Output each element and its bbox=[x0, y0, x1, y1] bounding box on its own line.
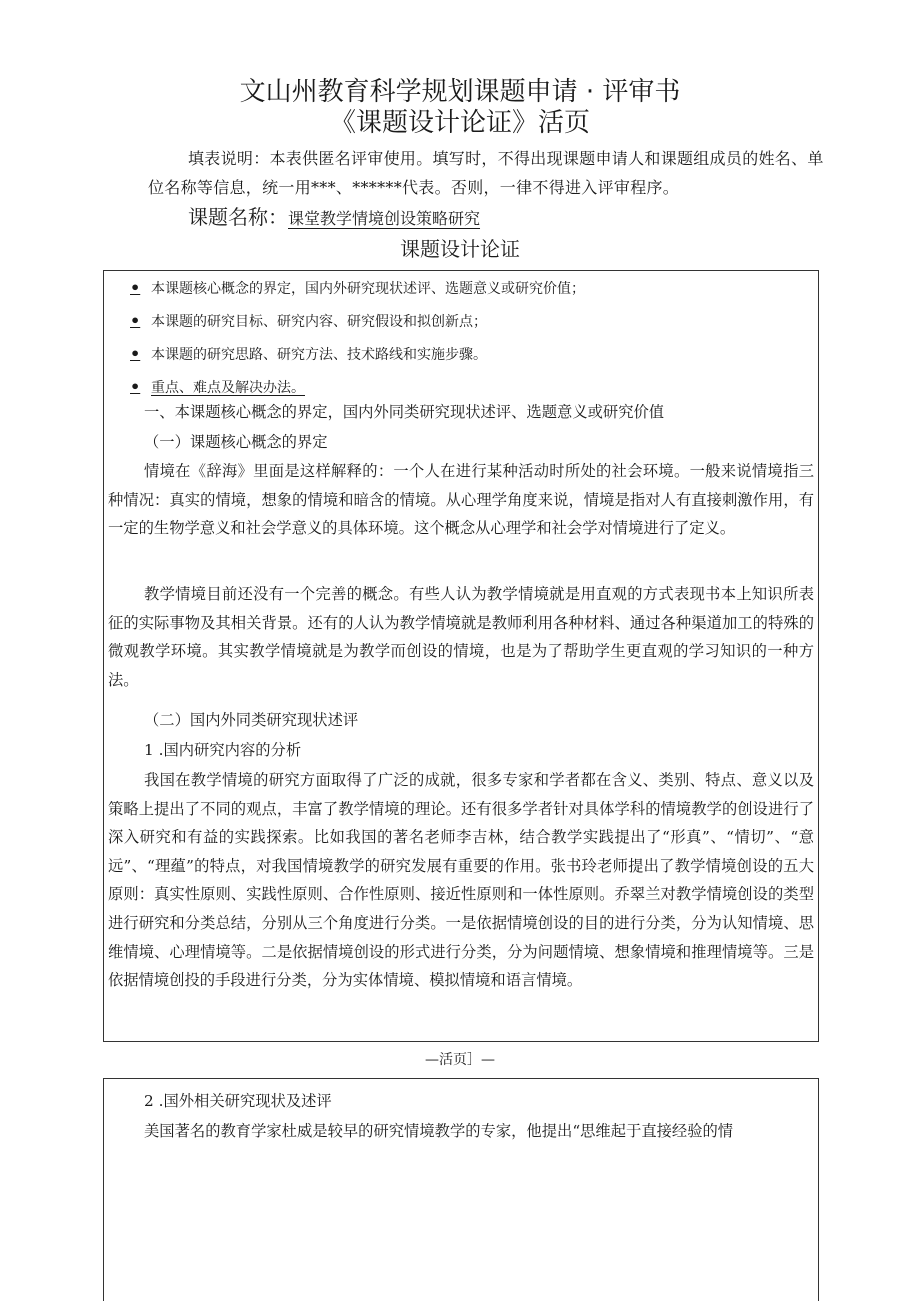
section-heading: 课题设计论证 bbox=[400, 237, 520, 261]
paragraph: 情境在《辞海》里面是这样解释的：一个人在进行某种活动时所处的社会环境。一般来说情境指三种情况：真实的情境，想象的情境和暗含的情境。从心理学角度来说，情境是指对人有直接刺激作用，有一定的生物学意义和社会学意义的具体环境。这个概念从心理学和社会学对情境进行了定义。 bbox=[108, 462, 814, 538]
subheading: （一）课题核心概念的界定 bbox=[144, 433, 328, 451]
list-item: • 本课题的研究思路、研究方法、技术路线和实施步骤。 bbox=[128, 344, 585, 377]
list-item: • 本课题的研究目标、研究内容、研究假设和拟创新点； bbox=[128, 311, 585, 344]
requirements-list bbox=[128, 278, 585, 410]
page-marker: —活页］— bbox=[425, 1052, 495, 1068]
topic-label: 课题名称： bbox=[188, 205, 288, 229]
document-subtitle: 《课题设计论证》活页 bbox=[329, 108, 590, 138]
topic-row bbox=[188, 203, 480, 233]
paragraph: 我国在教学情境的研究方面取得了广泛的成就，很多专家和学者都在含义、类别、特点、意义以及策略上提出了不同的观点，丰富了教学情境的理论。还有很多学者针对具体学科的情境教学的创设进行了深入研究和有益的实践探索。比如我国的著名老师李吉林，结合教学实践提出了“形真”、“情切”、“意远”、“理蕴”的特点，对我国情境教学的研究发展有重要的作用。张书玲老师提出了教学情境创设的五大原则：真实性原则、实践性原则、合作性原则、接近性原则和一体性原则。乔翠兰对教学情境创设的类型进行研究和分类总结，分别从三个角度进行分类。一是依据情境创设的目的进行分类，分为认知情境、思维情境、心理情境等。二是依据情境创设的形式进行分类，分为问题情境、想象情境和推理情境等。三是依据情境创投的手段进行分类，分为实体情境、模拟情境和语言情境。 bbox=[108, 771, 814, 990]
document-title: 文山州教育科学规划课题申请 · 评审书 bbox=[239, 77, 681, 107]
subheading: 1 .国内研究内容的分析 bbox=[144, 741, 302, 759]
subheading: （二）国内外同类研究现状述评 bbox=[144, 711, 359, 729]
list-item: • 本课题核心概念的界定，国内外研究现状述评、选题意义或研究价值； bbox=[128, 278, 585, 311]
fill-instructions: 填表说明：本表供匿名评审使用。填写时，不得出现课题申请人和课题组成员的姓名、单位名称等信息，统一用***、******代表。否则，一律不得进入评审程序。 bbox=[148, 149, 824, 197]
list-item: • 重点、难点及解决办法。 bbox=[128, 377, 585, 410]
topic-value: 课堂教学情境创设策略研究 bbox=[288, 209, 481, 228]
paragraph: 教学情境目前还没有一个完善的概念。有些人认为教学情境就是用直观的方式表现书本上知识所表征的实际事物及其相关背景。还有的人认为教学情境就是教师利用各种材料、通过各种渠道加工的特殊的微观教学环境。其实教学情境就是为教学而创设的情境，也是为了帮助学生更直观的学习知识的一种方法。 bbox=[108, 585, 814, 689]
paragraph: 美国著名的教育学家杜威是较早的研究情境教学的专家，他提出“思维起于直接经验的情 bbox=[144, 1122, 734, 1140]
subheading: 2 .国外相关研究现状及述评 bbox=[144, 1092, 332, 1110]
body-heading: 一、本课题核心概念的界定，国内外同类研究现状述评、选题意义或研究价值 bbox=[144, 403, 665, 421]
